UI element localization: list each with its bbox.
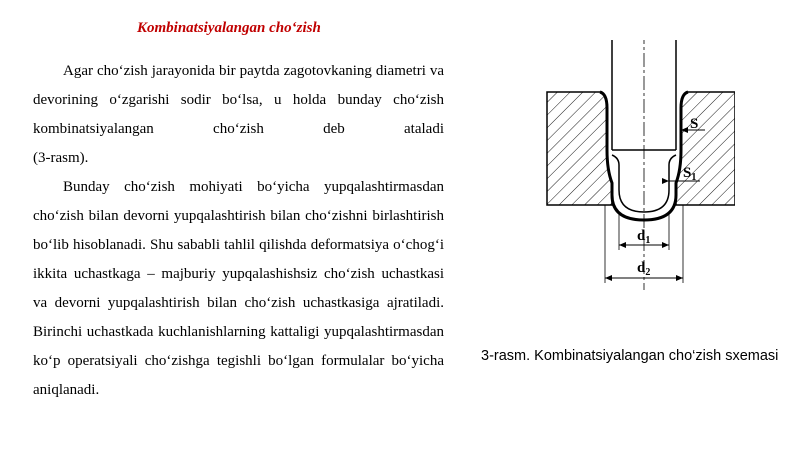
die-left <box>547 92 612 205</box>
paragraph-1-end: (3-rasm). <box>33 150 89 166</box>
section-title: Kombinatsiyalangan cho‘zish <box>137 20 321 36</box>
body-text <box>33 57 444 405</box>
label-s: S <box>690 116 699 132</box>
paragraph-2: Bunday cho‘zish mohiyati bo‘yicha yupqalashtirmasdan cho‘zish bilan devorni yupqalashtirish bilan cho‘zishni birlashtirish bo‘lib hisoblanadi. Shu sababli tahlil qilishda deformatsiya o‘chog‘i ikkita uchastkaga – majburiy yupqalashishsiz cho‘zish uchastkasi va devorni yupqalashtirish bilan cho‘zish uchastkasiga ajratiladi. Birinchi uchastkada kuchlanishlarning kattaligi yupqalashtirmasdan ko‘p operatsiyali cho‘zishga tegishli bo‘lgan formulalar bo‘yicha aniqlanadi. <box>33 179 444 398</box>
label-d2: $d_2$ <box>637 260 651 278</box>
label-s1: $S_1$ <box>683 165 697 183</box>
label-d1: $d_1$ <box>637 228 651 246</box>
figure-caption: 3-rasm. Kombinatsiyalangan cho‘zish sxemasi <box>481 348 779 364</box>
die-right <box>676 92 735 205</box>
paragraph-1: Agar cho‘zish jarayonida bir paytda zagotovkaning diametri va devorining o‘zgarishi sodir bo‘lsa, u holda bunday cho‘zish kombinatsiyalangan cho‘zish deb ataladi <box>33 63 444 137</box>
drawing-scheme-figure <box>545 40 735 290</box>
punch <box>612 40 676 290</box>
